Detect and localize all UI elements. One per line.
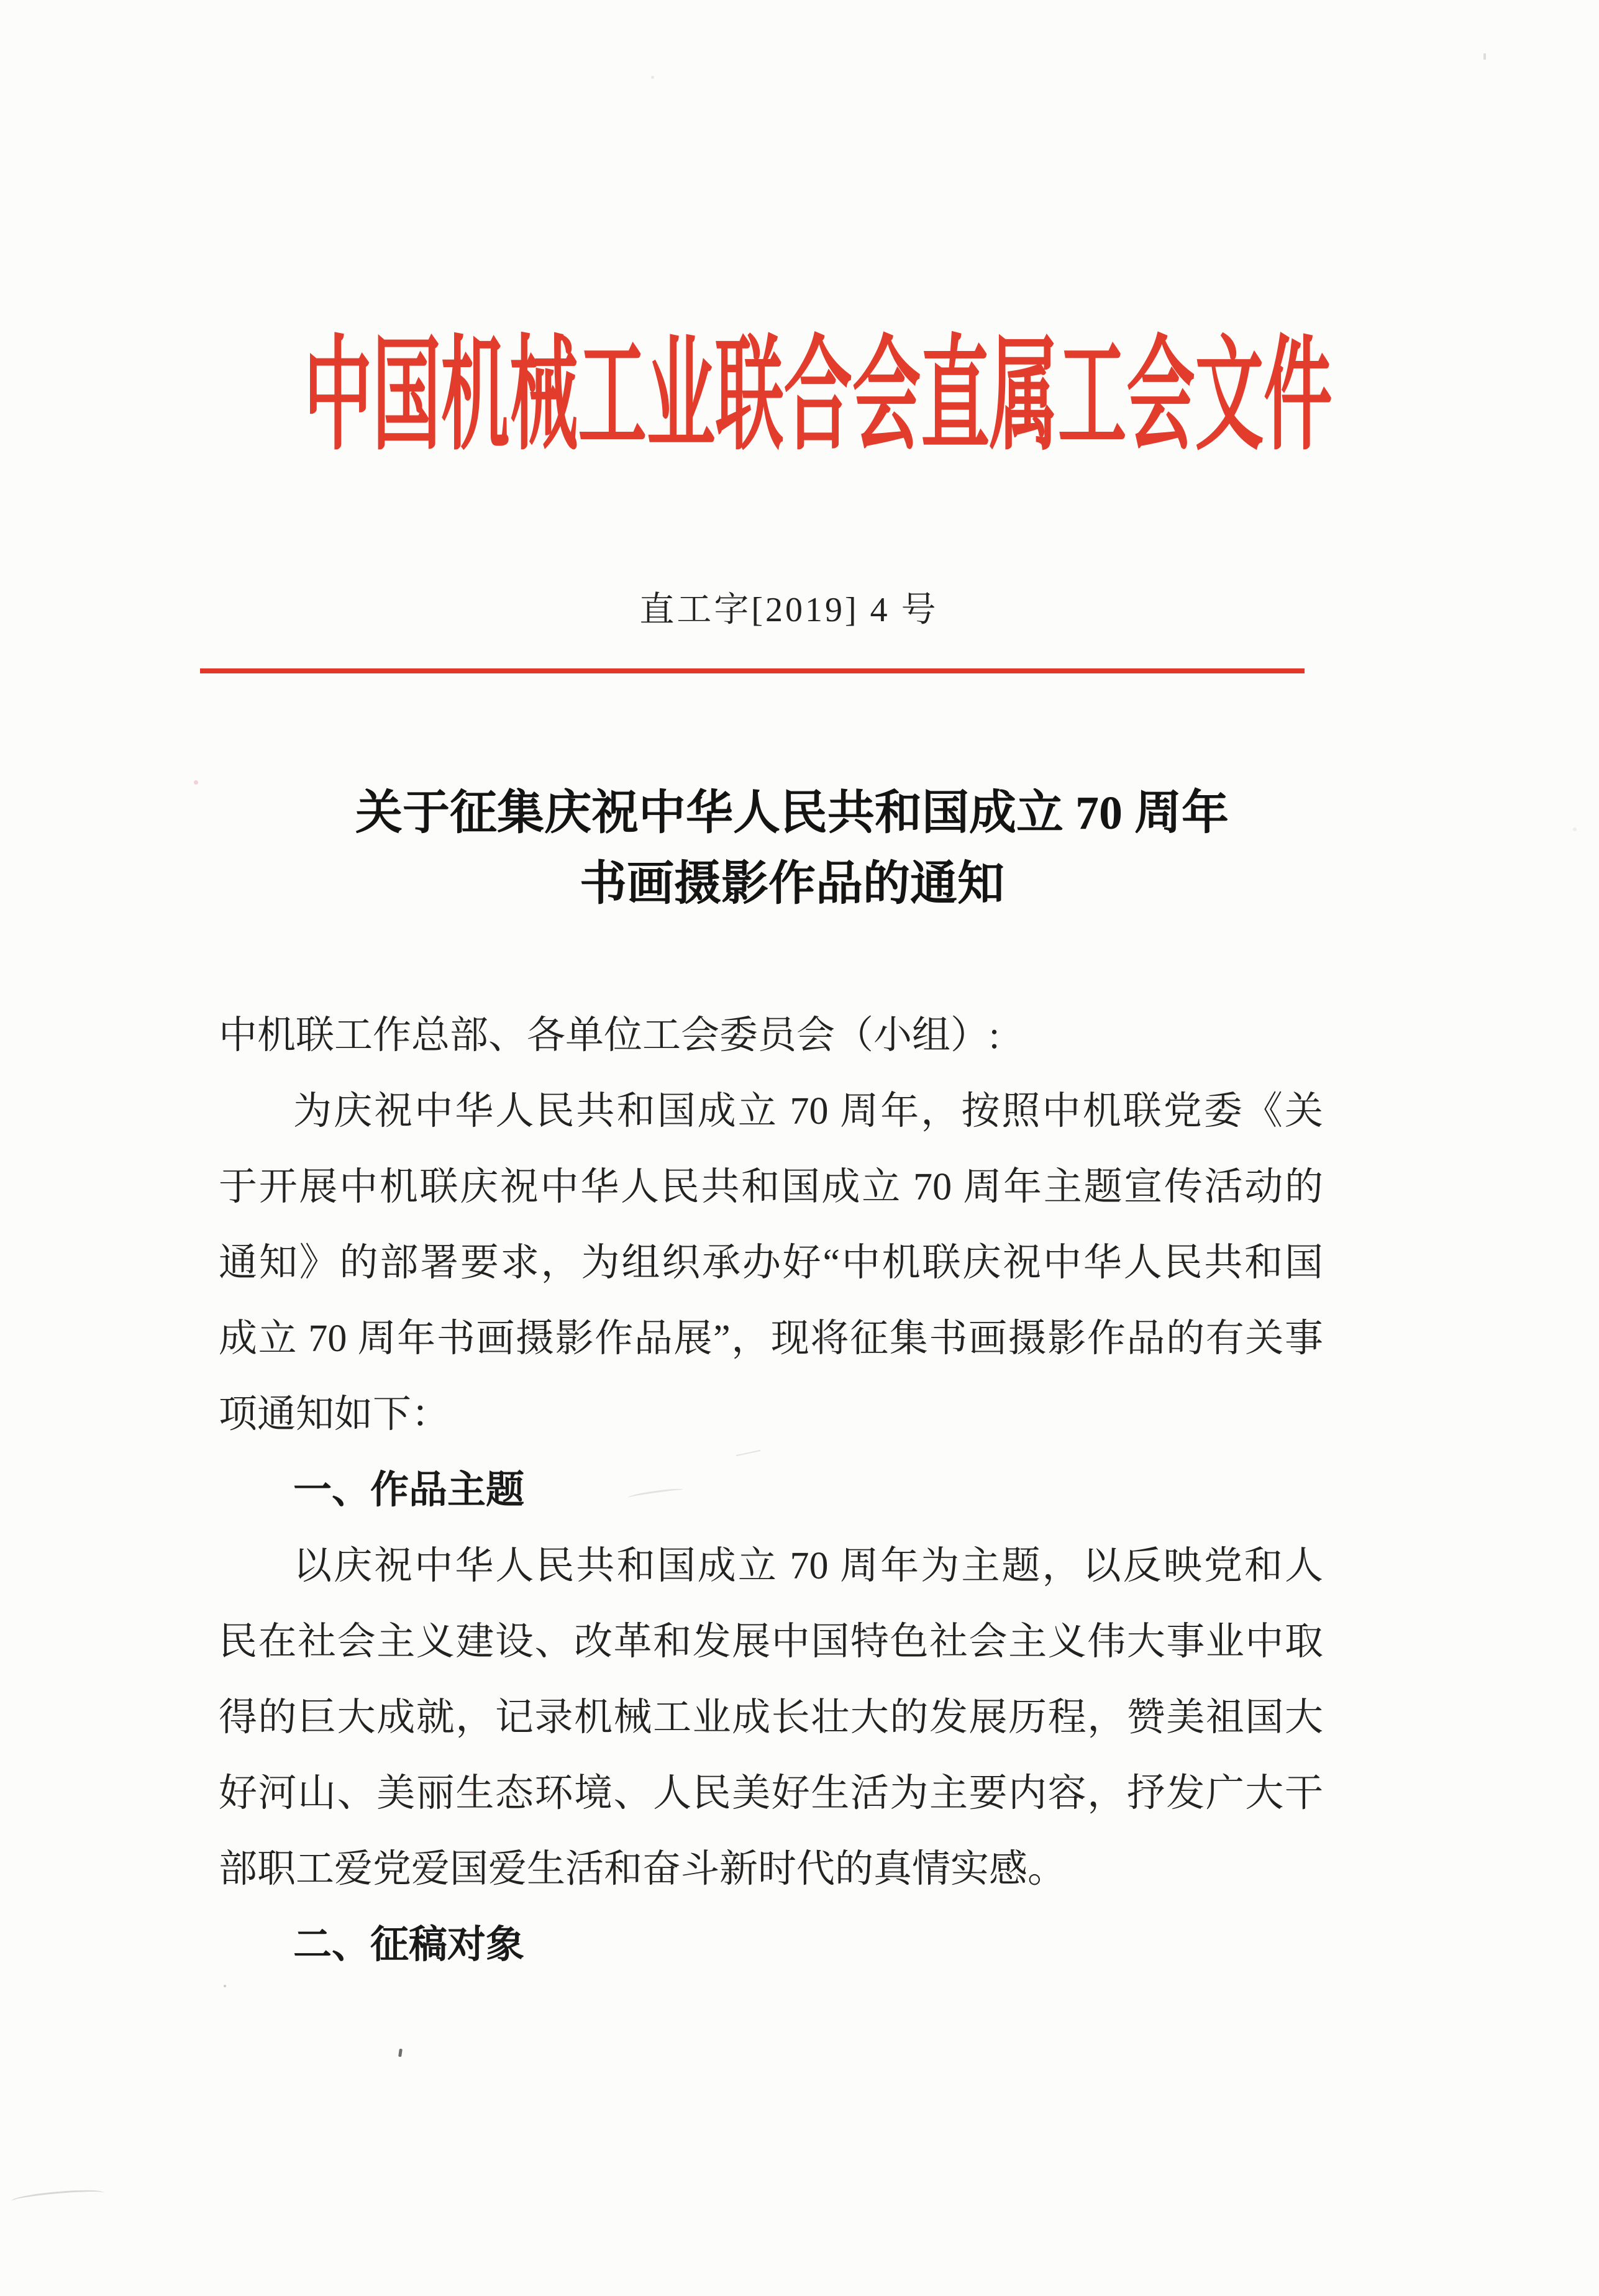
document-title-line-1: 关于征集庆祝中华人民共和国成立 70 周年 [355, 787, 1229, 839]
paragraph-2-line-2: 民在社会主义建设、改革和发展中国特色社会主义伟大事业中取 [219, 1621, 1323, 1663]
paragraph-2-line-1: 以庆祝中华人民共和国成立 70 周年为主题，以反映党和人 [293, 1545, 1323, 1587]
scan-speck [398, 2049, 403, 2057]
paragraph-2-line-3: 得的巨大成就，记录机械工业成长壮大的发展历程，赞美祖国大 [219, 1697, 1323, 1739]
letterhead-banner: 中国机械工业联合会直属工会文件 [304, 327, 1332, 465]
scan-speck [224, 1985, 226, 1987]
addressee-line: 中机联工作总部、各单位工会委员会（小组）: [219, 1014, 1000, 1057]
paragraph-1-line-3: 通知》的部署要求，为组织承办好“中机联庆祝中华人民共和国 [219, 1242, 1323, 1284]
paragraph-1-line-1: 为庆祝中华人民共和国成立 70 周年，按照中机联党委《关 [293, 1090, 1323, 1132]
document-number: 直工字[2019] 4 号 [639, 591, 939, 629]
scan-speck [1483, 53, 1486, 60]
section-heading-two: 二、征稿对象 [293, 1923, 525, 1966]
letterhead-divider-rule [200, 668, 1305, 673]
paragraph-1-line-4: 成立 70 周年书画摄影作品展”，现将征集书画摄影作品的有关事 [219, 1318, 1323, 1360]
section-heading-one: 一、作品主题 [293, 1469, 525, 1511]
paragraph-1-line-5: 项通知如下： [219, 1393, 450, 1436]
document-body [219, 998, 1323, 1983]
paragraph-2-line-4: 好河山、美丽生态环境、人民美好生活为主要内容，抒发广大干 [219, 1772, 1323, 1815]
scan-smudge [11, 2187, 105, 2206]
document-title [0, 778, 1592, 919]
paragraph-1-line-2: 于开展中机联庆祝中华人民共和国成立 70 周年主题宣传活动的 [219, 1166, 1323, 1208]
scan-speck [651, 76, 654, 79]
document-title-line-2: 书画摄影作品的通知 [580, 858, 1004, 910]
paragraph-2-line-5: 部职工爱党爱国爱生活和奋斗新时代的真情实感。 [219, 1848, 1067, 1890]
